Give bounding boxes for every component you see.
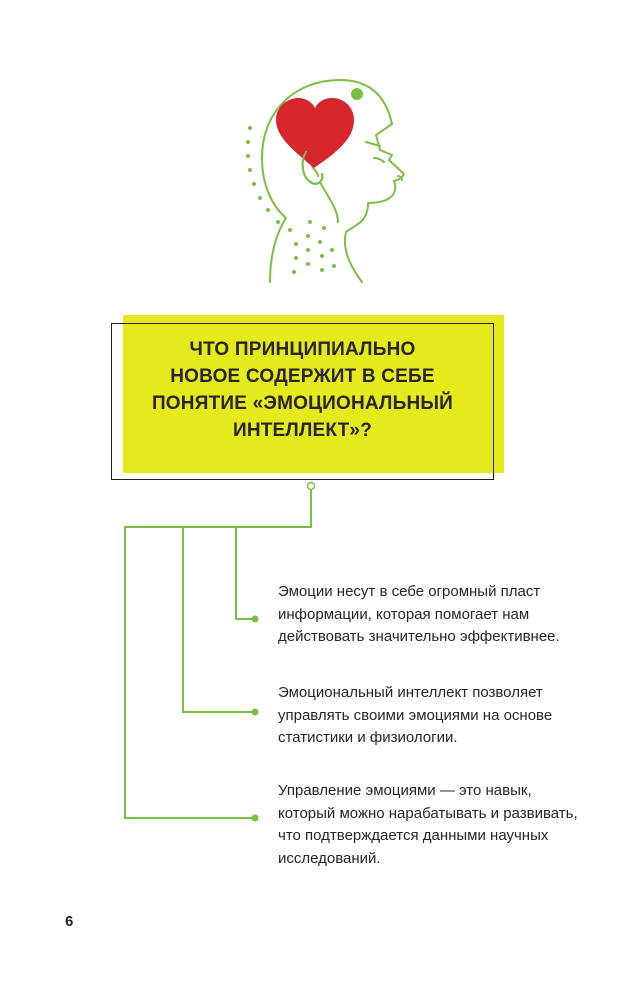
point-1 (278, 581, 560, 649)
title-line: НОВОЕ СОДЕРЖИТ В СЕБЕ (170, 366, 435, 387)
point-line: действовать значительно эффективнее. (278, 628, 560, 645)
heart-icon (276, 98, 354, 168)
page-number: 6 (65, 913, 74, 930)
point-3 (278, 780, 578, 870)
point-line: который можно нарабатывать и развивать, (278, 804, 578, 822)
point-line: Эмоции несут в себе огромный пласт (278, 583, 541, 600)
point-line: информации, которая помогает нам (278, 605, 530, 623)
point-line: исследований. (278, 849, 381, 867)
title-line: ЧТО ПРИНЦИПИАЛЬНО (189, 339, 416, 360)
page-title (111, 336, 494, 444)
point-line: Управление эмоциями — это навык, (278, 782, 532, 799)
point-line: что подтверждается данными научных (278, 827, 549, 844)
point-2 (278, 682, 552, 750)
point-line: управлять своими эмоциями на основе (278, 706, 553, 724)
point-line: Эмоциональный интеллект позволяет (278, 684, 543, 701)
point-line: статистики и физиологии. (278, 729, 458, 746)
connector-lines (125, 488, 311, 818)
connector-end-dots (252, 616, 259, 822)
connector-origin-dot (308, 483, 315, 490)
title-line: ИНТЕЛЛЕКТ»? (232, 420, 373, 441)
title-line: ПОНЯТИЕ «ЭМОЦИОНАЛЬНЫЙ (151, 393, 454, 414)
